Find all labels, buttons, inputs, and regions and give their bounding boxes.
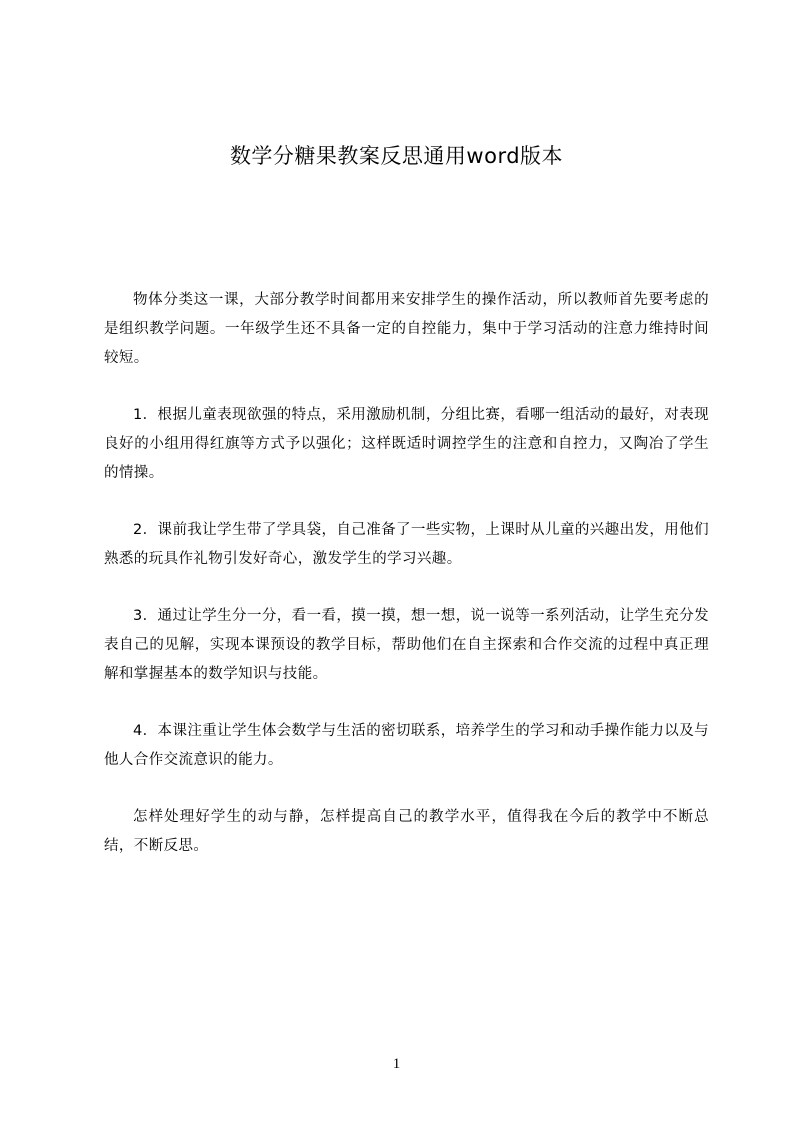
paragraph-conclusion: 怎样处理好学生的动与静，怎样提高自己的教学水平，值得我在今后的教学中不断总结，不断反思。 — [104, 809, 709, 854]
paragraph-point-1: 1．根据儿童表现欲强的特点，采用激励机制，分组比赛，看哪一组活动的最好，对表现良好的小组用得红旗等方式予以强化；这样既适时调控学生的注意和自控力，又陶冶了学生的情操。 — [104, 407, 709, 481]
paragraph-intro: 物体分类这一课，大部分教学时间都用来安排学生的操作活动，所以教师首先要考虑的是组织教学问题。一年级学生还不具备一定的自控能力，集中于学习活动的注意力维持时间较短。 — [104, 292, 709, 366]
page-number: 1 — [392, 1056, 401, 1072]
document-title: 数学分糖果教案反思通用word版本 — [229, 144, 564, 168]
paragraph-point-3: 3．通过让学生分一分，看一看，摸一摸，想一想，说一说等一系列活动，让学生充分发表自己的见解，实现本课预设的教学目标，帮助他们在自主探索和合作交流的过程中真正理解和掌握基本的数学知识与技能。 — [104, 608, 709, 682]
paragraph-point-4: 4．本课注重让学生体会数学与生活的密切联系，培养学生的学习和动手操作能力以及与他人合作交流意识的能力。 — [104, 723, 709, 768]
paragraph-point-2: 2．课前我让学生带了学具袋，自己准备了一些实物，上课时从儿童的兴趣出发，用他们熟悉的玩具作礼物引发好奇心，激发学生的学习兴趣。 — [104, 522, 709, 567]
document-body — [104, 286, 709, 889]
